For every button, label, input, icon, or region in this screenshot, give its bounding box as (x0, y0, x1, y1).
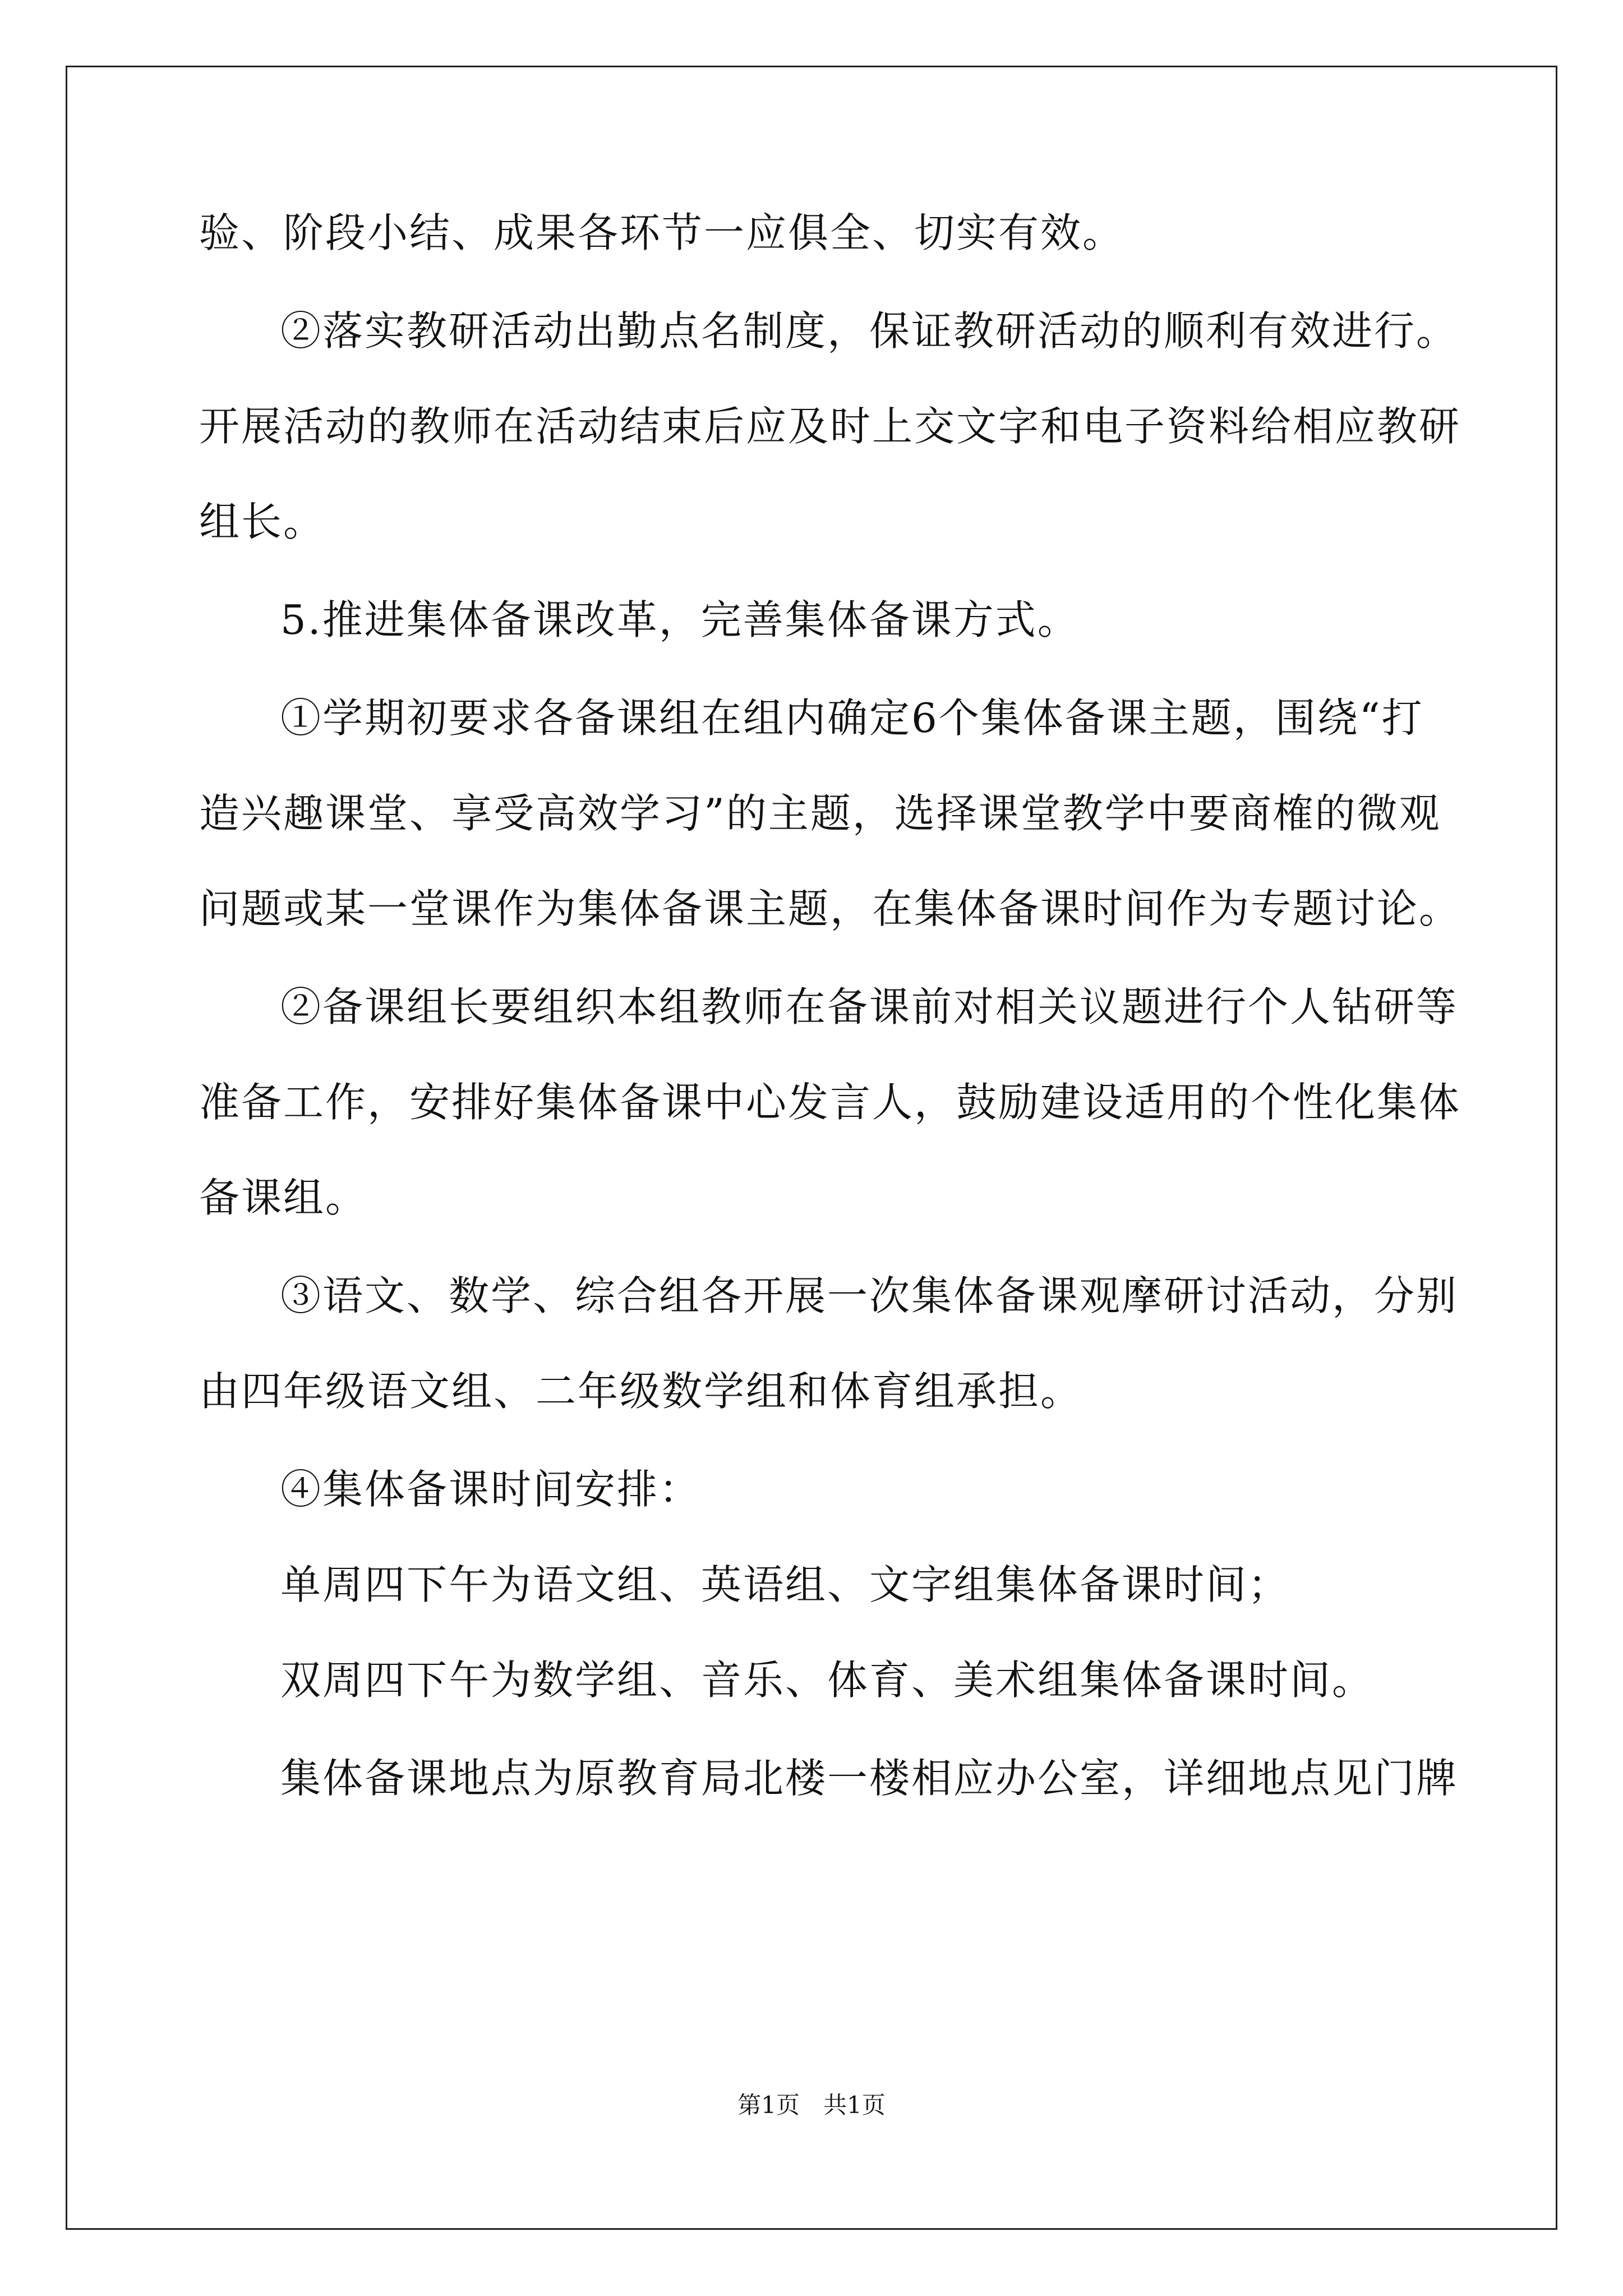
text-line: ②备课组长要组织本组教师在备课前对相关议题进行个人钻研等 (280, 983, 1459, 1030)
text-line: 验、阶段小结、成果各环节一应俱全、切实有效。 (199, 209, 1125, 256)
text-line: 5.推进集体备课改革，完善集体备课方式。 (280, 596, 1080, 643)
text-line: ③语文、数学、综合组各开展一次集体备课观摩研讨活动，分别 (280, 1272, 1459, 1319)
text-line: ②落实教研活动出勤点名制度，保证教研活动的顺利有效进行。 (280, 307, 1459, 355)
text-line: 单周四下午为语文组、英语组、文字组集体备课时间； (280, 1561, 1290, 1608)
text-line: ④集体备课时间安排： (280, 1466, 702, 1513)
text-line: ①学期初要求各备课组在组内确定6个集体备课主题，围绕“打 (280, 694, 1424, 742)
text-line: 双周四下午为数学组、音乐、体育、美术组集体备课时间。 (280, 1657, 1375, 1704)
text-line: 由四年级语文组、二年级数学组和体育组承担。 (199, 1368, 1083, 1415)
text-line: 组长。 (199, 498, 326, 545)
page-footer: 第1页 共1页 (737, 2091, 886, 2119)
text-line: 集体备课地点为原教育局北楼一楼相应办公室，详细地点见门牌 (280, 1755, 1459, 1802)
page-border (66, 66, 1557, 2230)
text-line: 准备工作，安排好集体备课中心发言人，鼓励建设适用的个性化集体 (199, 1079, 1461, 1126)
text-line: 造兴趣课堂、享受高效学习”的主题，选择课堂教学中要商榷的微观 (199, 790, 1441, 837)
text-line: 备课组。 (199, 1174, 368, 1221)
text-line: 开展活动的教师在活动结束后应及时上交文字和电子资料给相应教研 (199, 403, 1461, 450)
text-line: 问题或某一堂课作为集体备课主题，在集体备课时间作为专题讨论。 (199, 885, 1461, 932)
